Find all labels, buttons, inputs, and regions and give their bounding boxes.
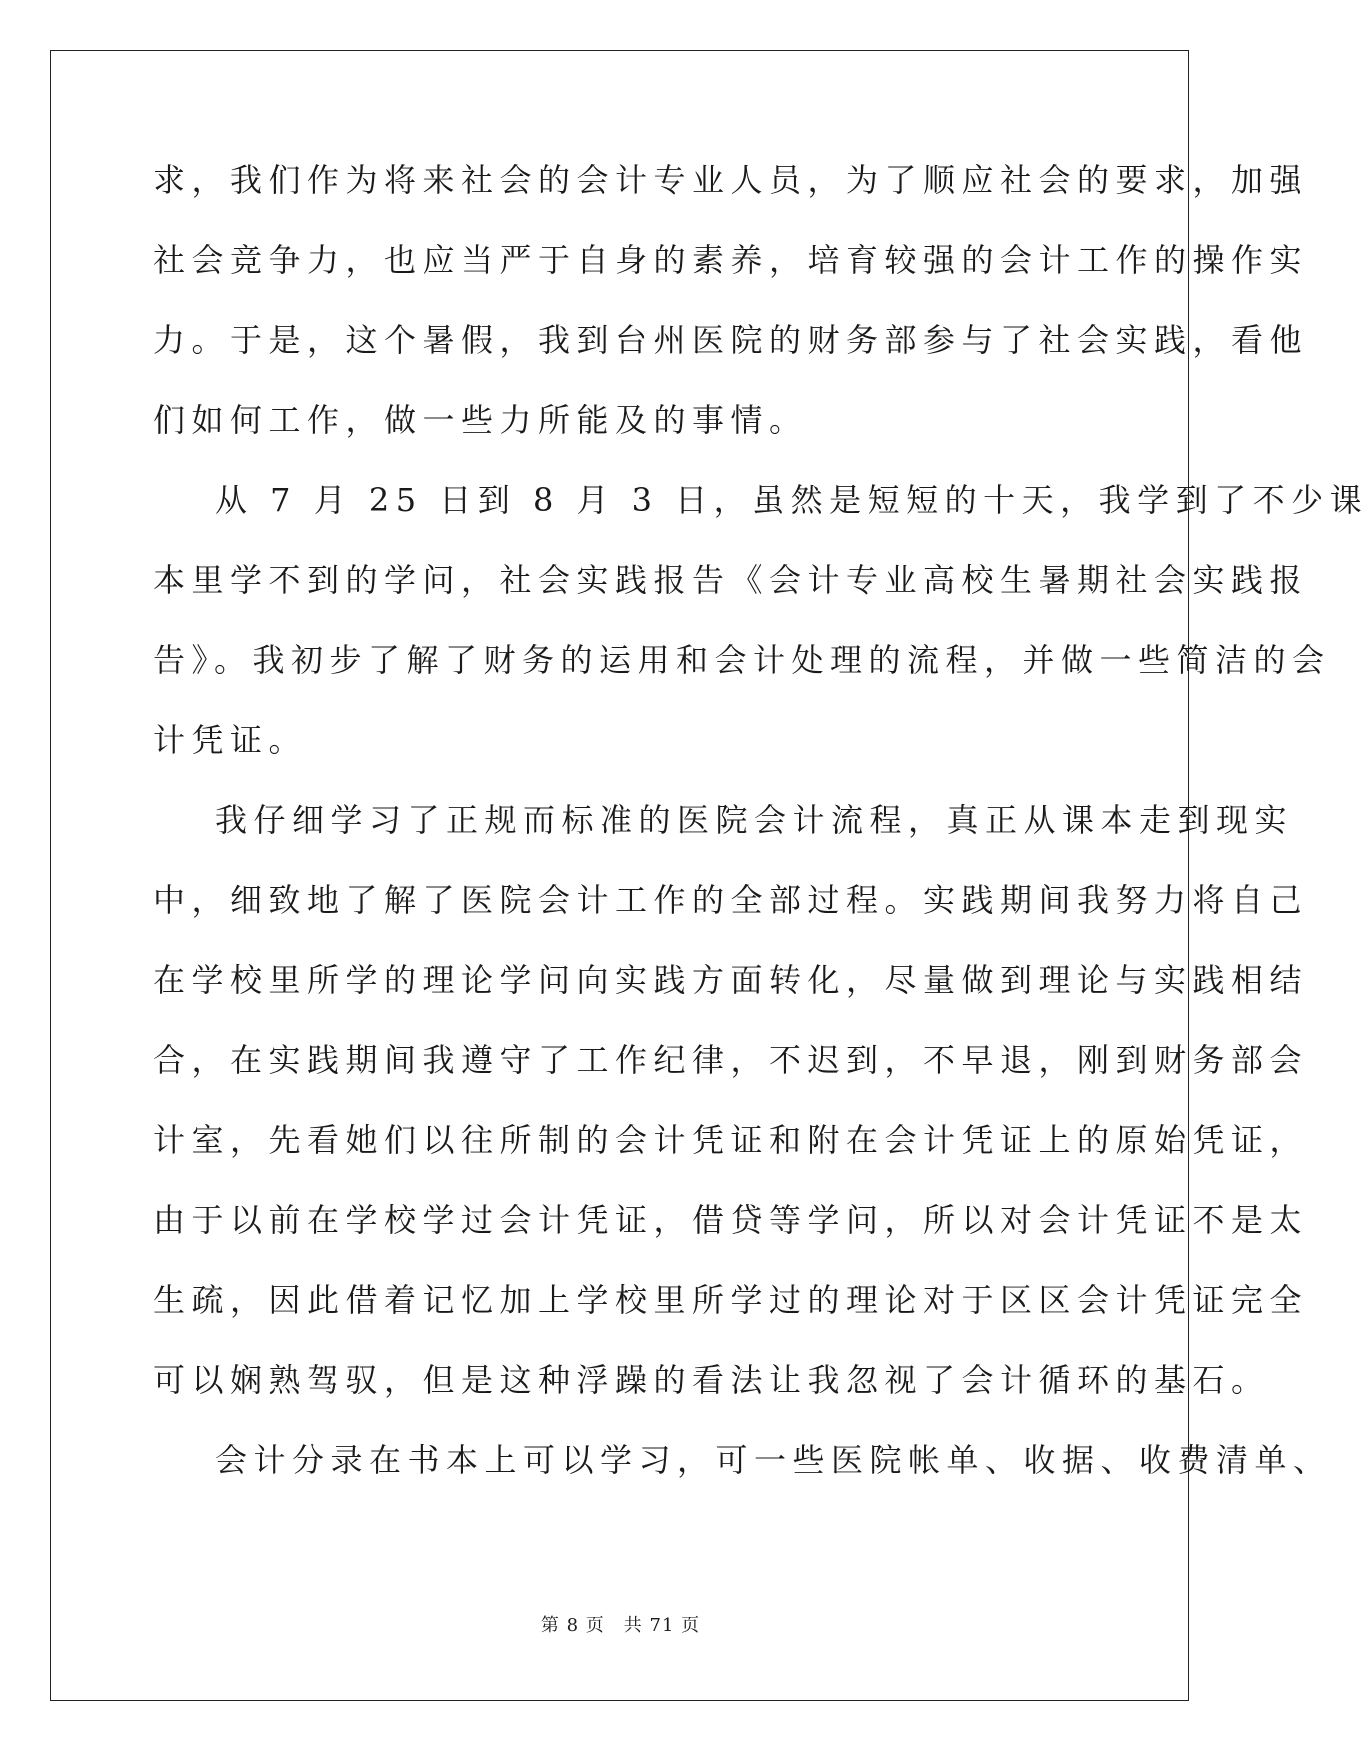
paragraph (153, 161, 1309, 482)
text-line: 我仔细学习了正规而标准的医院会计流程，真正从课本走到现实 (215, 801, 1294, 839)
page-number: 第 8 页 共 71 页 (540, 1615, 701, 1636)
text-line: 计凭证。 (153, 721, 308, 759)
text-line: 告》。我初步了解了财务的运用和会计处理的流程，并做一些简洁的会 (153, 641, 1331, 679)
text-line: 中，细致地了解了医院会计工作的全部过程。实践期间我努力将自己 (153, 881, 1309, 919)
text-line: 可以娴熟驾驭，但是这种浮躁的看法让我忽视了会计循环的基石。 (153, 1361, 1270, 1399)
text-line: 计室，先看她们以往所制的会计凭证和附在会计凭证上的原始凭证， (153, 1121, 1309, 1159)
paragraph (153, 801, 1309, 1442)
document-body (153, 161, 1368, 1522)
text-line: 在学校里所学的理论学问向实践方面转化，尽量做到理论与实践相结 (153, 961, 1309, 999)
text-line: 力。于是，这个暑假，我到台州医院的财务部参与了社会实践，看他 (153, 321, 1309, 359)
text-line: 生疏，因此借着记忆加上学校里所学过的理论对于区区会计凭证完全 (153, 1281, 1309, 1319)
text-line: 会计分录在书本上可以学习，可一些医院帐单、收据、收费清单、 (215, 1441, 1332, 1479)
text-line: 合，在实践期间我遵守了工作纪律，不迟到，不早退，刚到财务部会 (153, 1041, 1309, 1079)
text-line: 从 7 月 25 日到 8 月 3 日，虽然是短短的十天，我学到了不少课 (215, 481, 1368, 519)
text-line: 们如何工作，做一些力所能及的事情。 (153, 401, 808, 439)
paragraph (153, 481, 1368, 802)
text-line: 社会竞争力，也应当严于自身的素养，培育较强的会计工作的操作实 (153, 241, 1309, 279)
text-line: 本里学不到的学问，社会实践报告《会计专业高校生暑期社会实践报 (153, 561, 1309, 599)
text-line: 由于以前在学校学过会计凭证，借贷等学问，所以对会计凭证不是太 (153, 1201, 1309, 1239)
text-line: 求，我们作为将来社会的会计专业人员，为了顺应社会的要求，加强 (153, 161, 1309, 199)
paragraph (153, 1441, 1332, 1522)
